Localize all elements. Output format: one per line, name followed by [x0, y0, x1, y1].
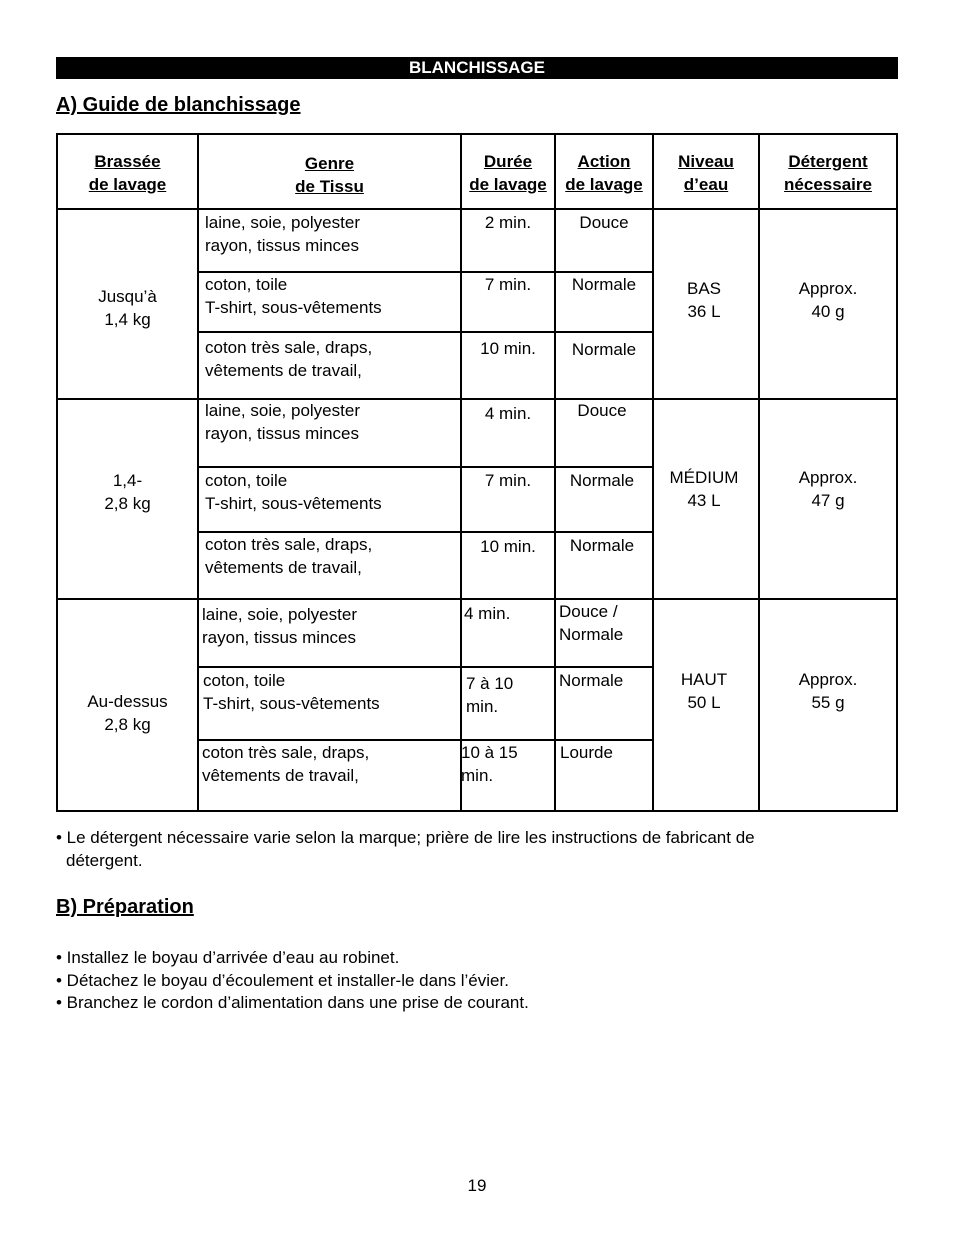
header-action: Action de lavage	[565, 152, 643, 194]
action-cell: Normale	[569, 471, 635, 490]
water-level-cell: MÉDIUM 43 L	[669, 468, 739, 510]
action-cell: Douce	[577, 401, 627, 420]
action-cell: Normale	[571, 340, 637, 359]
header-detergent: Détergent nécessaire	[784, 152, 872, 194]
fabric-cell: coton, toile T-shirt, sous-vêtements	[205, 275, 382, 317]
section-banner: BLANCHISSAGE	[56, 57, 898, 79]
action-cell: Douce / Normale	[559, 602, 624, 644]
section-b-title: B) Préparation	[56, 896, 194, 918]
list-item: • Détachez le boyau d’écoulement et installer-le dans l’évier.	[56, 970, 509, 990]
section-a-title: A) Guide de blanchissage	[56, 94, 301, 116]
fabric-cell: laine, soie, polyester rayon, tissus minces	[202, 605, 357, 647]
duration-cell: 2 min.	[484, 213, 532, 232]
duration-cell: 4 min.	[464, 604, 511, 623]
action-cell: Normale	[571, 275, 637, 294]
duration-cell: 10 min.	[480, 339, 536, 358]
action-cell: Normale	[559, 671, 624, 690]
fabric-cell: coton, toile T-shirt, sous-vêtements	[203, 671, 380, 713]
fabric-cell: coton très sale, draps, vêtements de travail,	[202, 743, 370, 785]
duration-cell: 7 à 10 min.	[466, 674, 514, 716]
duration-cell: 4 min.	[484, 404, 532, 423]
water-level-cell: BAS 36 L	[686, 279, 722, 321]
water-level-cell: HAUT 50 L	[680, 670, 728, 712]
detergent-note	[56, 827, 856, 872]
action-cell: Normale	[569, 536, 635, 555]
load-cell: Au-dessus 2,8 kg	[87, 692, 168, 734]
load-cell: 1,4- 2,8 kg	[104, 471, 151, 513]
detergent-cell: Approx. 40 g	[798, 279, 858, 321]
duration-cell: 10 min.	[480, 537, 536, 556]
note-line: détergent.	[66, 850, 143, 870]
fabric-cell: laine, soie, polyester rayon, tissus minces	[205, 213, 360, 255]
duration-cell: 10 à 15 min.	[461, 743, 518, 785]
header-water-level: Niveau d’eau	[678, 152, 734, 194]
fabric-cell: laine, soie, polyester rayon, tissus minces	[205, 401, 360, 443]
detergent-cell: Approx. 55 g	[798, 670, 858, 712]
fabric-cell: coton très sale, draps, vêtements de travail,	[205, 535, 373, 577]
action-cell: Lourde	[560, 743, 613, 762]
laundry-guide-table	[56, 133, 898, 812]
list-item: • Branchez le cordon d’alimentation dans une prise de courant.	[56, 993, 529, 1012]
fabric-cell: coton, toile T-shirt, sous-vêtements	[205, 471, 382, 513]
header-fabric: Genre de Tissu	[295, 154, 364, 196]
preparation-list	[56, 947, 529, 1015]
header-load: Brassée de lavage	[88, 152, 167, 194]
note-line: • Le détergent nécessaire varie selon la marque; prière de lire les instructions de fabricant de	[56, 828, 755, 847]
fabric-cell: coton très sale, draps, vêtements de travail,	[205, 338, 373, 380]
detergent-cell: Approx. 47 g	[798, 468, 858, 510]
header-duration: Durée de lavage	[469, 152, 547, 194]
duration-cell: 7 min.	[484, 471, 532, 490]
action-cell: Douce	[579, 213, 629, 232]
duration-cell: 7 min.	[484, 275, 532, 294]
page-number: 19	[467, 1176, 487, 1195]
load-cell: Jusqu’à 1,4 kg	[98, 287, 157, 329]
list-item: • Installez le boyau d’arrivée d’eau au robinet.	[56, 948, 400, 967]
